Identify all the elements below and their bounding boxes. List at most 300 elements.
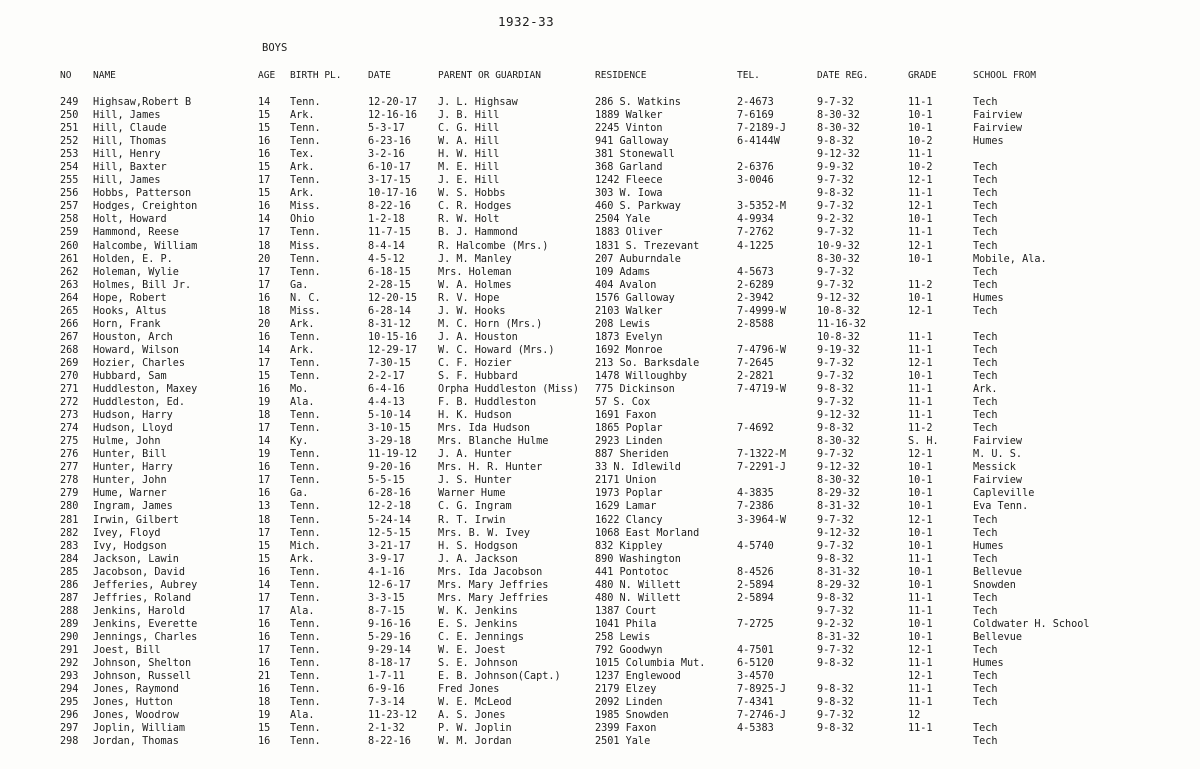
cell-school-from: Eva Tenn. bbox=[973, 501, 1029, 513]
cell-residence: 2245 Vinton bbox=[595, 123, 663, 135]
header-tel: TEL. bbox=[737, 70, 760, 81]
cell-no: 278 bbox=[60, 475, 79, 487]
cell-no: 257 bbox=[60, 201, 79, 213]
cell-parent: Orpha Huddleston (Miss) bbox=[438, 384, 580, 396]
cell-name: Johnson, Russell bbox=[93, 671, 192, 683]
cell-residence: 286 S. Watkins bbox=[595, 97, 681, 108]
cell-date: 8-4-14 bbox=[368, 240, 405, 252]
cell-no: 295 bbox=[60, 697, 79, 709]
cell-birth-place: Tex. bbox=[290, 149, 315, 161]
cell-grade: 11-1 bbox=[908, 331, 933, 343]
cell-parent: H. K. Hudson bbox=[438, 410, 512, 422]
cell-date-reg: 9-12-32 bbox=[817, 462, 860, 474]
table-row bbox=[0, 396, 1200, 409]
cell-age: 16 bbox=[258, 566, 271, 578]
cell-no: 290 bbox=[60, 631, 79, 643]
cell-parent: J. S. Hunter bbox=[438, 475, 512, 487]
cell-residence: 404 Avalon bbox=[595, 279, 657, 291]
cell-age: 17 bbox=[258, 475, 271, 487]
cell-name: Hooks, Altus bbox=[93, 305, 167, 317]
cell-school-from: Tech bbox=[973, 201, 998, 213]
cell-school-from: M. U. S. bbox=[973, 449, 1023, 461]
cell-school-from: Tech bbox=[973, 553, 998, 565]
cell-residence: 1242 Fleece bbox=[595, 175, 663, 187]
cell-grade: 12-1 bbox=[908, 305, 933, 317]
cell-age: 15 bbox=[258, 123, 271, 135]
cell-age: 17 bbox=[258, 279, 271, 291]
cell-tel: 4-9934 bbox=[737, 214, 774, 226]
cell-date: 6-28-14 bbox=[368, 305, 411, 317]
cell-residence: 57 S. Cox bbox=[595, 397, 651, 409]
cell-date: 3-2-16 bbox=[368, 149, 405, 161]
cell-date: 10-17-16 bbox=[368, 188, 418, 200]
cell-tel: 2-3942 bbox=[737, 292, 774, 304]
table-row bbox=[0, 735, 1200, 748]
cell-name: Hozier, Charles bbox=[93, 357, 186, 369]
cell-grade: 10-1 bbox=[908, 579, 933, 591]
cell-date-reg: 8-30-32 bbox=[817, 253, 860, 265]
cell-no: 286 bbox=[60, 579, 79, 591]
cell-name: Holt, Howard bbox=[93, 214, 167, 226]
cell-name: Jennings, Charles bbox=[93, 631, 198, 643]
cell-grade: 12-1 bbox=[908, 514, 933, 526]
cell-parent: W. A. Hill bbox=[438, 136, 500, 148]
cell-age: 16 bbox=[258, 618, 271, 630]
cell-no: 254 bbox=[60, 162, 79, 174]
cell-date: 12-16-16 bbox=[368, 110, 418, 122]
cell-no: 281 bbox=[60, 514, 79, 526]
table-row bbox=[0, 592, 1200, 605]
cell-no: 296 bbox=[60, 710, 79, 722]
table-row bbox=[0, 618, 1200, 631]
cell-date: 2-2-17 bbox=[368, 370, 405, 382]
cell-age: 17 bbox=[258, 175, 271, 187]
cell-residence: 1985 Snowden bbox=[595, 710, 669, 722]
table-row bbox=[0, 644, 1200, 657]
cell-residence: 1873 Evelyn bbox=[595, 331, 663, 343]
cell-parent: W. S. Hobbs bbox=[438, 188, 506, 200]
cell-age: 16 bbox=[258, 736, 271, 748]
cell-birth-place: Tenn. bbox=[290, 423, 321, 435]
cell-no: 288 bbox=[60, 605, 79, 617]
cell-tel: 2-6289 bbox=[737, 279, 774, 291]
table-row bbox=[0, 344, 1200, 357]
cell-residence: 775 Dickinson bbox=[595, 384, 675, 396]
cell-birth-place: Tenn. bbox=[290, 671, 321, 683]
cell-grade: 12-1 bbox=[908, 671, 933, 683]
cell-parent: E. B. Johnson(Capt.) bbox=[438, 671, 561, 683]
cell-date: 4-4-13 bbox=[368, 397, 405, 409]
header-date: DATE bbox=[368, 70, 391, 81]
table-row bbox=[0, 605, 1200, 618]
cell-age: 16 bbox=[258, 462, 271, 474]
cell-date-reg: 9-7-32 bbox=[817, 397, 854, 409]
cell-name: Hunter, Bill bbox=[93, 449, 167, 461]
table-row bbox=[0, 213, 1200, 226]
header-name: NAME bbox=[93, 70, 116, 81]
cell-age: 19 bbox=[258, 710, 271, 722]
cell-name: Joest, Bill bbox=[93, 644, 161, 656]
cell-date-reg: 9-8-32 bbox=[817, 592, 854, 604]
cell-date-reg: 9-7-32 bbox=[817, 175, 854, 187]
cell-parent: C. G. Hill bbox=[438, 123, 500, 135]
cell-date-reg: 9-2-32 bbox=[817, 214, 854, 226]
cell-age: 13 bbox=[258, 501, 271, 513]
table-row bbox=[0, 474, 1200, 487]
cell-name: Hill, James bbox=[93, 110, 161, 122]
cell-no: 269 bbox=[60, 357, 79, 369]
cell-parent: M. C. Horn (Mrs.) bbox=[438, 318, 543, 330]
cell-parent: Mrs. B. W. Ivey bbox=[438, 527, 531, 539]
cell-school-from: Tech bbox=[973, 592, 998, 604]
cell-residence: 1831 S. Trezevant bbox=[595, 240, 700, 252]
cell-parent: Fred Jones bbox=[438, 684, 500, 696]
cell-birth-place: Ark. bbox=[290, 162, 315, 174]
cell-date: 1-7-11 bbox=[368, 671, 405, 683]
cell-name: Joplin, William bbox=[93, 723, 186, 735]
cell-birth-place: Tenn. bbox=[290, 579, 321, 591]
cell-date-reg: 8-30-32 bbox=[817, 436, 860, 448]
cell-birth-place: Tenn. bbox=[290, 266, 321, 278]
cell-name: Jeffries, Roland bbox=[93, 592, 192, 604]
table-row bbox=[0, 435, 1200, 448]
cell-date-reg: 9-8-32 bbox=[817, 384, 854, 396]
cell-school-from: Tech bbox=[973, 527, 998, 539]
cell-residence: 2923 Linden bbox=[595, 436, 663, 448]
cell-name: Hobbs, Patterson bbox=[93, 188, 192, 200]
cell-school-from: Fairview bbox=[973, 123, 1023, 135]
cell-no: 291 bbox=[60, 644, 79, 656]
cell-age: 14 bbox=[258, 579, 271, 591]
cell-no: 265 bbox=[60, 305, 79, 317]
cell-residence: 1015 Columbia Mut. bbox=[595, 658, 706, 670]
cell-school-from: Tech bbox=[973, 357, 998, 369]
table-row bbox=[0, 266, 1200, 279]
cell-name: Halcombe, William bbox=[93, 240, 198, 252]
cell-parent: J. B. Hill bbox=[438, 110, 500, 122]
cell-date: 6-4-16 bbox=[368, 384, 405, 396]
cell-school-from: Tech bbox=[973, 227, 998, 239]
cell-date: 8-7-15 bbox=[368, 605, 405, 617]
cell-parent: Mrs. Mary Jeffries bbox=[438, 592, 549, 604]
cell-birth-place: Ark. bbox=[290, 188, 315, 200]
cell-no: 264 bbox=[60, 292, 79, 304]
cell-age: 17 bbox=[258, 423, 271, 435]
cell-school-from: Coldwater H. School bbox=[973, 618, 1090, 630]
cell-tel: 4-1225 bbox=[737, 240, 774, 252]
cell-grade: 11-1 bbox=[908, 97, 933, 108]
cell-date-reg: 8-30-32 bbox=[817, 123, 860, 135]
cell-name: Hill, Baxter bbox=[93, 162, 167, 174]
cell-parent: J. W. Hooks bbox=[438, 305, 506, 317]
cell-tel: 6-4144W bbox=[737, 136, 780, 148]
cell-residence: 1622 Clancy bbox=[595, 514, 663, 526]
cell-birth-place: Mo. bbox=[290, 384, 309, 396]
cell-date-reg: 9-7-32 bbox=[817, 605, 854, 617]
cell-tel: 7-4692 bbox=[737, 423, 774, 435]
cell-date: 4-1-16 bbox=[368, 566, 405, 578]
cell-no: 261 bbox=[60, 253, 79, 265]
cell-tel: 7-2645 bbox=[737, 357, 774, 369]
cell-school-from: Tech bbox=[973, 175, 998, 187]
cell-residence: 368 Garland bbox=[595, 162, 663, 174]
cell-date-reg: 9-8-32 bbox=[817, 188, 854, 200]
cell-date-reg: 9-7-32 bbox=[817, 266, 854, 278]
cell-school-from: Snowden bbox=[973, 579, 1016, 591]
cell-age: 14 bbox=[258, 344, 271, 356]
cell-school-from: Humes bbox=[973, 658, 1004, 670]
cell-date-reg: 11-16-32 bbox=[817, 318, 867, 330]
cell-parent: Mrs. Holeman bbox=[438, 266, 512, 278]
cell-age: 14 bbox=[258, 436, 271, 448]
cell-name: Hill, James bbox=[93, 175, 161, 187]
cell-residence: 2504 Yale bbox=[595, 214, 651, 226]
cell-grade: S. H. bbox=[908, 436, 939, 448]
cell-age: 18 bbox=[258, 514, 271, 526]
cell-name: Jackson, Lawin bbox=[93, 553, 179, 565]
cell-date-reg: 8-30-32 bbox=[817, 110, 860, 122]
cell-no: 270 bbox=[60, 370, 79, 382]
cell-parent: R. T. Irwin bbox=[438, 514, 506, 526]
cell-no: 250 bbox=[60, 110, 79, 122]
cell-age: 17 bbox=[258, 644, 271, 656]
cell-no: 267 bbox=[60, 331, 79, 343]
cell-date-reg: 8-29-32 bbox=[817, 579, 860, 591]
cell-parent: J. A. Houston bbox=[438, 331, 518, 343]
cell-residence: 109 Adams bbox=[595, 266, 651, 278]
cell-school-from: Tech bbox=[973, 97, 998, 108]
cell-residence: 941 Galloway bbox=[595, 136, 669, 148]
cell-parent: C. R. Hodges bbox=[438, 201, 512, 213]
cell-school-from: Tech bbox=[973, 162, 998, 174]
cell-date: 3-9-17 bbox=[368, 553, 405, 565]
cell-parent: A. S. Jones bbox=[438, 710, 506, 722]
table-row bbox=[0, 135, 1200, 148]
cell-school-from: Tech bbox=[973, 514, 998, 526]
cell-date-reg: 9-7-32 bbox=[817, 97, 854, 108]
cell-date-reg: 9-8-32 bbox=[817, 697, 854, 709]
cell-age: 16 bbox=[258, 201, 271, 213]
cell-name: Hope, Robert bbox=[93, 292, 167, 304]
cell-name: Jones, Hutton bbox=[93, 697, 173, 709]
cell-residence: 792 Goodwyn bbox=[595, 644, 663, 656]
cell-age: 21 bbox=[258, 671, 271, 683]
cell-birth-place: Tenn. bbox=[290, 566, 321, 578]
cell-residence: 2103 Walker bbox=[595, 305, 663, 317]
cell-birth-place: Tenn. bbox=[290, 631, 321, 643]
cell-birth-place: Tenn. bbox=[290, 123, 321, 135]
cell-birth-place: Tenn. bbox=[290, 697, 321, 709]
cell-grade: 11-1 bbox=[908, 149, 933, 161]
cell-date: 6-28-16 bbox=[368, 488, 411, 500]
cell-birth-place: Tenn. bbox=[290, 618, 321, 630]
cell-tel: 4-5673 bbox=[737, 266, 774, 278]
cell-tel: 7-4341 bbox=[737, 697, 774, 709]
cell-no: 293 bbox=[60, 671, 79, 683]
cell-grade: 12-1 bbox=[908, 357, 933, 369]
cell-birth-place: Tenn. bbox=[290, 357, 321, 369]
header-parent: PARENT OR GUARDIAN bbox=[438, 70, 541, 81]
table-row bbox=[0, 579, 1200, 592]
cell-residence: 213 So. Barksdale bbox=[595, 357, 700, 369]
cell-school-from: Tech bbox=[973, 344, 998, 356]
cell-grade: 10-1 bbox=[908, 292, 933, 304]
header-age: AGE bbox=[258, 70, 276, 81]
table-row bbox=[0, 696, 1200, 709]
cell-age: 17 bbox=[258, 605, 271, 617]
cell-grade: 11-1 bbox=[908, 397, 933, 409]
cell-date-reg: 8-29-32 bbox=[817, 488, 860, 500]
cell-name: Horn, Frank bbox=[93, 318, 161, 330]
table-row bbox=[0, 657, 1200, 670]
cell-parent: E. S. Jenkins bbox=[438, 618, 518, 630]
cell-school-from: Tech bbox=[973, 214, 998, 226]
cell-date: 9-29-14 bbox=[368, 644, 411, 656]
cell-age: 17 bbox=[258, 357, 271, 369]
cell-grade: 10-1 bbox=[908, 501, 933, 513]
cell-birth-place: Ky. bbox=[290, 436, 309, 448]
cell-no: 263 bbox=[60, 279, 79, 291]
cell-date-reg: 9-2-32 bbox=[817, 618, 854, 630]
cell-age: 15 bbox=[258, 553, 271, 565]
cell-tel: 7-1322-M bbox=[737, 449, 787, 461]
table-row bbox=[0, 631, 1200, 644]
cell-grade: 11-1 bbox=[908, 658, 933, 670]
cell-school-from: Tech bbox=[973, 266, 998, 278]
cell-tel: 4-3835 bbox=[737, 488, 774, 500]
cell-name: Hudson, Lloyd bbox=[93, 423, 173, 435]
table-row bbox=[0, 161, 1200, 174]
cell-name: Huddleston, Maxey bbox=[93, 384, 198, 396]
cell-grade: 11-1 bbox=[908, 384, 933, 396]
cell-parent: H. S. Hodgson bbox=[438, 540, 518, 552]
cell-age: 15 bbox=[258, 188, 271, 200]
cell-no: 258 bbox=[60, 214, 79, 226]
cell-date: 9-20-16 bbox=[368, 462, 411, 474]
cell-residence: 832 Kippley bbox=[595, 540, 663, 552]
cell-residence: 460 S. Parkway bbox=[595, 201, 681, 213]
cell-age: 15 bbox=[258, 162, 271, 174]
cell-residence: 33 N. Idlewild bbox=[595, 462, 681, 474]
cell-grade: 12-1 bbox=[908, 240, 933, 252]
cell-date-reg: 9-12-32 bbox=[817, 410, 860, 422]
cell-parent: Mrs. H. R. Hunter bbox=[438, 462, 543, 474]
cell-no: 251 bbox=[60, 123, 79, 135]
cell-birth-place: Tenn. bbox=[290, 175, 321, 187]
cell-parent: P. W. Joplin bbox=[438, 723, 512, 735]
cell-school-from: Tech bbox=[973, 684, 998, 696]
cell-date: 11-19-12 bbox=[368, 449, 418, 461]
header-school-from: SCHOOL FROM bbox=[973, 70, 1036, 81]
cell-parent: Mrs. Ida Hudson bbox=[438, 423, 531, 435]
cell-name: Jenkins, Harold bbox=[93, 605, 186, 617]
table-row bbox=[0, 409, 1200, 422]
cell-name: Hill, Henry bbox=[93, 149, 161, 161]
cell-school-from: Tech bbox=[973, 305, 998, 317]
cell-age: 16 bbox=[258, 658, 271, 670]
cell-parent: W. K. Jenkins bbox=[438, 605, 518, 617]
cell-residence: 1478 Willoughby bbox=[595, 370, 688, 382]
cell-no: 274 bbox=[60, 423, 79, 435]
cell-age: 15 bbox=[258, 110, 271, 122]
table-row bbox=[0, 670, 1200, 683]
cell-age: 16 bbox=[258, 149, 271, 161]
cell-parent: R. W. Holt bbox=[438, 214, 500, 226]
cell-tel: 7-2291-J bbox=[737, 462, 787, 474]
cell-parent: R. V. Hope bbox=[438, 292, 500, 304]
cell-grade: 11-2 bbox=[908, 279, 933, 291]
cell-birth-place: Tenn. bbox=[290, 736, 321, 748]
cell-residence: 1041 Phila bbox=[595, 618, 657, 630]
cell-age: 19 bbox=[258, 397, 271, 409]
cell-date-reg: 8-31-32 bbox=[817, 631, 860, 643]
cell-school-from: Tech bbox=[973, 736, 998, 748]
cell-no: 262 bbox=[60, 266, 79, 278]
cell-tel: 3-3964-W bbox=[737, 514, 787, 526]
cell-school-from: Tech bbox=[973, 188, 998, 200]
cell-name: Hill, Claude bbox=[93, 123, 167, 135]
page-subtitle: BOYS bbox=[262, 42, 288, 54]
cell-grade: 11-1 bbox=[908, 605, 933, 617]
cell-tel: 4-5740 bbox=[737, 540, 774, 552]
cell-school-from: Mobile, Ala. bbox=[973, 253, 1047, 265]
cell-residence: 2179 Elzey bbox=[595, 684, 657, 696]
table-row bbox=[0, 500, 1200, 513]
cell-name: Hunter, Harry bbox=[93, 462, 173, 474]
cell-residence: 1387 Court bbox=[595, 605, 657, 617]
cell-date: 5-10-14 bbox=[368, 410, 411, 422]
cell-age: 16 bbox=[258, 384, 271, 396]
table-row bbox=[0, 514, 1200, 527]
cell-birth-place: Ala. bbox=[290, 710, 315, 722]
cell-school-from: Tech bbox=[973, 240, 998, 252]
cell-grade: 10-1 bbox=[908, 527, 933, 539]
cell-birth-place: Ark. bbox=[290, 110, 315, 122]
cell-no: 292 bbox=[60, 658, 79, 670]
cell-residence: 480 N. Willett bbox=[595, 592, 681, 604]
cell-grade: 11-1 bbox=[908, 592, 933, 604]
cell-date: 8-22-16 bbox=[368, 736, 411, 748]
cell-date: 3-10-15 bbox=[368, 423, 411, 435]
cell-birth-place: Ark. bbox=[290, 553, 315, 565]
cell-date-reg: 9-8-32 bbox=[817, 723, 854, 735]
cell-grade: 11-1 bbox=[908, 410, 933, 422]
cell-grade: 10-1 bbox=[908, 462, 933, 474]
cell-grade: 11-1 bbox=[908, 553, 933, 565]
cell-date-reg: 9-7-32 bbox=[817, 227, 854, 239]
cell-date-reg: 9-12-32 bbox=[817, 149, 860, 161]
cell-name: Irwin, Gilbert bbox=[93, 514, 179, 526]
cell-date: 8-31-12 bbox=[368, 318, 411, 330]
cell-birth-place: Tenn. bbox=[290, 462, 321, 474]
cell-parent: J. A. Hunter bbox=[438, 449, 512, 461]
cell-name: Hulme, John bbox=[93, 436, 161, 448]
cell-no: 259 bbox=[60, 227, 79, 239]
cell-tel: 2-6376 bbox=[737, 162, 774, 174]
cell-birth-place: Tenn. bbox=[290, 331, 321, 343]
cell-date: 4-5-12 bbox=[368, 253, 405, 265]
cell-age: 14 bbox=[258, 97, 271, 108]
cell-date-reg: 9-8-32 bbox=[817, 423, 854, 435]
cell-age: 15 bbox=[258, 723, 271, 735]
cell-no: 252 bbox=[60, 136, 79, 148]
cell-no: 298 bbox=[60, 736, 79, 748]
cell-school-from: Humes bbox=[973, 136, 1004, 148]
cell-date: 1-2-18 bbox=[368, 214, 405, 226]
cell-no: 273 bbox=[60, 410, 79, 422]
cell-date-reg: 9-9-32 bbox=[817, 162, 854, 174]
cell-name: Jones, Raymond bbox=[93, 684, 179, 696]
